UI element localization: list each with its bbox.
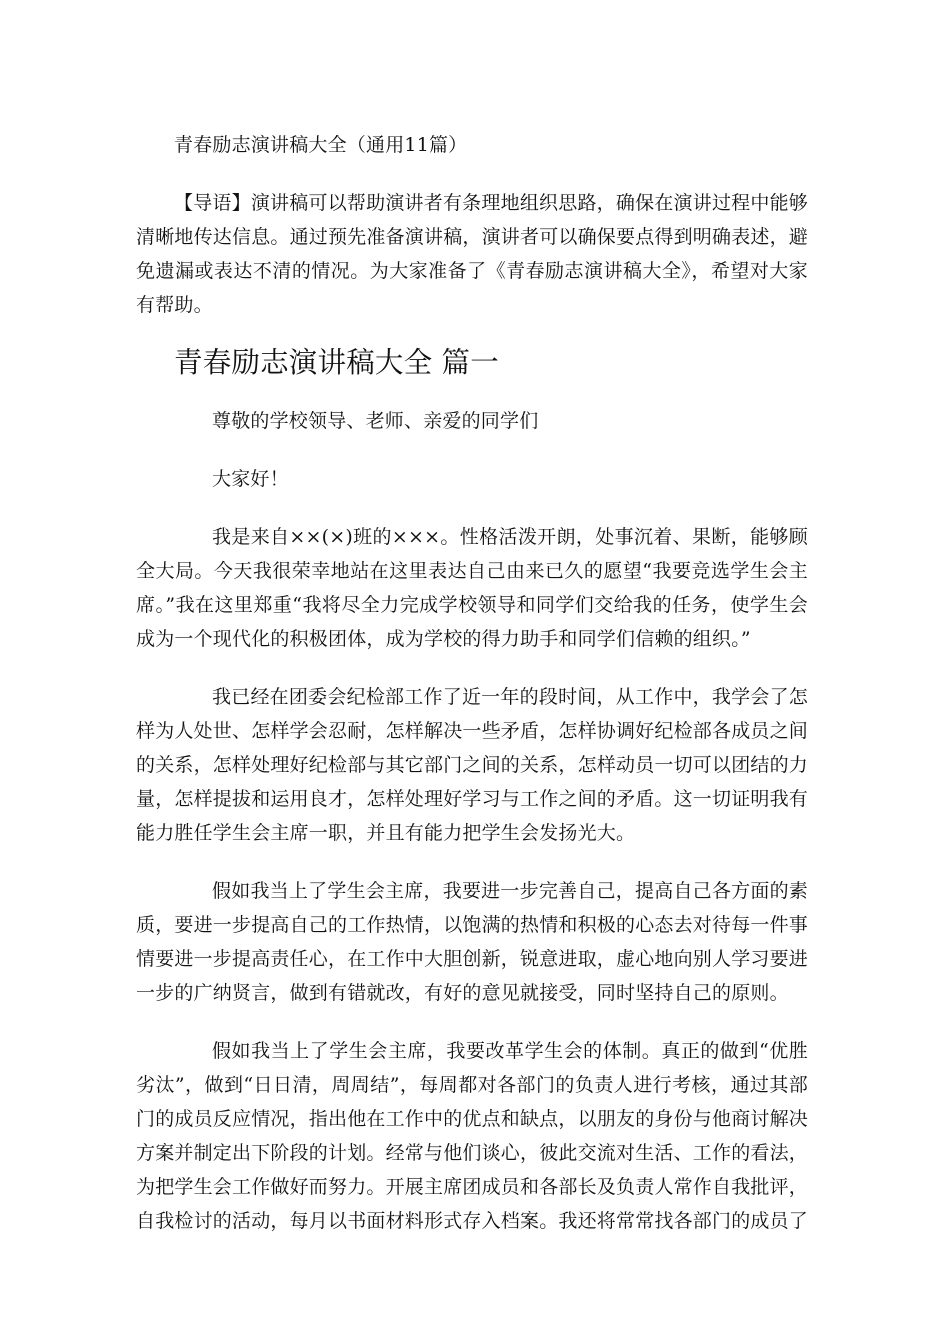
greeting: 大家好！ bbox=[212, 468, 289, 490]
body-paragraph-3: 假如我当上了学生会主席，我要进一步完善自己，提高自己各方面的素质，要进一步提高自己的工作热情，以饱满的热情和积极的心态去对待每一件事情要进一步提高责任心，在工作中大胆创新，锐意进取，虚心地向别人学习要进一步的广纳贤言，做到有错就改，有好的意见就接受，同时坚持自己的原则。 bbox=[136, 880, 809, 1004]
body-paragraph-4: 假如我当上了学生会主席，我要改革学生会的体制。真正的做到“优胜劣汰”，做到“日日清，周周结”，每周都对各部门的负责人进行考核，通过其部门的成员反应情况，指出他在工作中的优点和缺点，以朋友的身份与他商讨解决方案并制定出下阶段的计划。经常与他们谈心，彼此交流对生活、工作的看法，为把学生会工作做好而努力。开展主席团成员和各部长及负责人常作自我批评，自我检讨的活动，每月以书面材料形式存入档案。我还将常常找各部门的成员了 bbox=[136, 1040, 809, 1232]
body-paragraph-2: 我已经在团委会纪检部工作了近一年的段时间，从工作中，我学会了怎样为人处世、怎样学会忍耐，怎样解决一些矛盾，怎样协调好纪检部各成员之间的关系，怎样处理好纪检部与其它部门之间的关系，怎样动员一切可以团结的力量，怎样提拔和运用良才，怎样处理好学习与工作之间的矛盾。这一切证明我有能力胜任学生会主席一职，并且有能力把学生会发扬光大。 bbox=[136, 686, 809, 844]
salutation: 尊敬的学校领导、老师、亲爱的同学们 bbox=[212, 410, 539, 432]
document-content bbox=[136, 128, 808, 1262]
section-title: 青春励志演讲稿大全 篇一 bbox=[174, 346, 499, 379]
intro-paragraph: 【导语】演讲稿可以帮助演讲者有条理地组织思路，确保在演讲过程中能够清晰地传达信息。通过预先准备演讲稿，演讲者可以确保要点得到明确表述，避免遗漏或表达不清的情况。为大家准备了《青春励志演讲稿大全》，希望对大家有帮助。 bbox=[136, 192, 809, 316]
body-paragraph-1: 我是来自××(×)班的×××。性格活泼开朗，处事沉着、果断，能够顾全大局。今天我很荣幸地站在这里表达自己由来已久的愿望“我要竞选学生会主席。”我在这里郑重“我将尽全力完成学校领导和同学们交给我的任务，使学生会成为一个现代化的积极团体，成为学校的得力助手和同学们信赖的组织。” bbox=[136, 526, 808, 650]
document-title: 青春励志演讲稿大全（通用11篇） bbox=[174, 134, 468, 156]
